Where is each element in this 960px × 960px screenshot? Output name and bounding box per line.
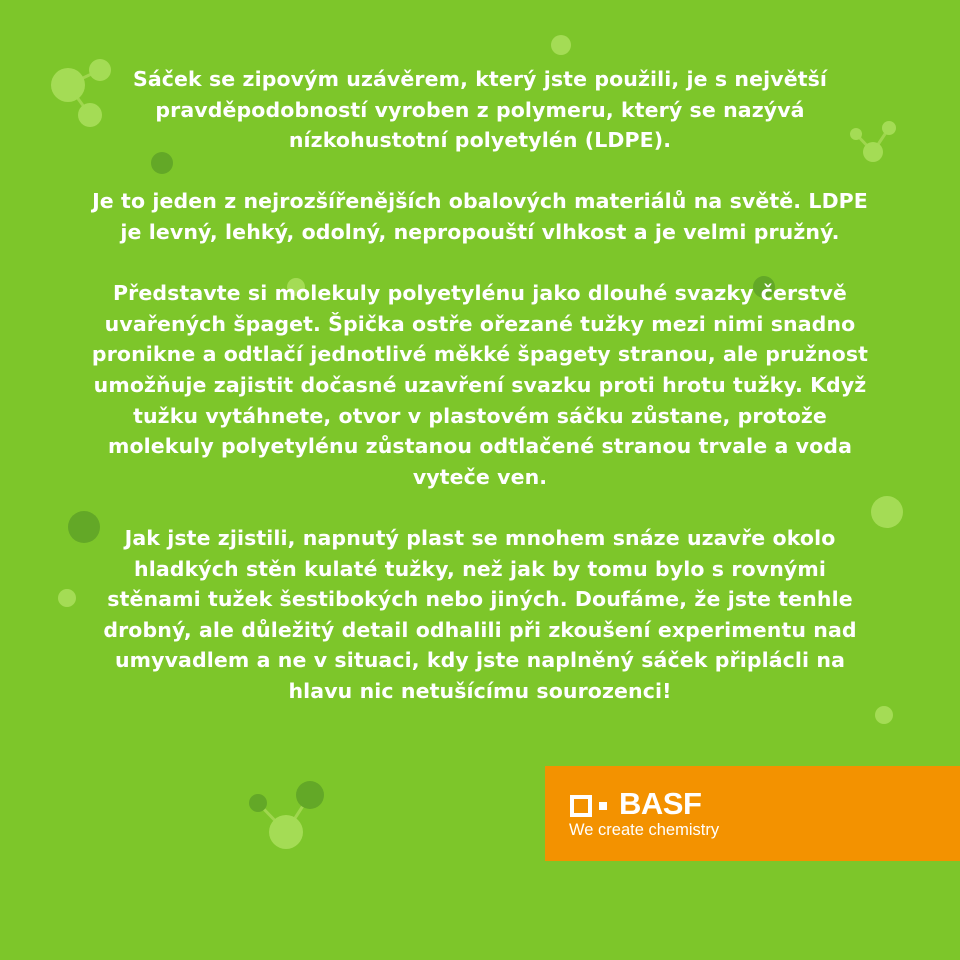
paragraph: Představte si molekuly polyetylénu jako dlouhé svazky čerstvě uvařených špaget. Špička ostře ořezané tužky mezi nimi snadno pronikne a odtlačí jednotlivé měkké špagety stranou, ale pružnost umožňuje zajistit dočasné uzavření svazku proti hrotu tužky. Když tužku vytáhnete, otvor v plastovém sáčku zůstane, protože molekuly polyetylénu zůstanou odtlačené stranou trvale a voda vyteče ven. — [91, 281, 869, 489]
article-text — [90, 64, 870, 706]
basf-logo-box — [545, 766, 960, 861]
basf-wordmark: BASF — [619, 786, 702, 821]
paragraph: Sáček se zipovým uzávěrem, který jste použili, je s největší pravděpodobností vyroben z polymeru, který se nazývá nízkohustotní polyetylén (LDPE). — [132, 67, 828, 153]
paragraph: Je to jeden z nejrozšířenějších obalových materiálů na světě. LDPE je levný, lehký, odolný, nepropouští vlhkost a je velmi pružný. — [92, 189, 868, 244]
basf-tagline: We create chemistry — [569, 821, 720, 839]
basf-logo-icon — [570, 795, 614, 817]
paragraph: Jak jste zjistili, napnutý plast se mnohem snáze uzavře okolo hladkých stěn kulaté tužky, než jak by tomu bylo s rovnými stěnami tužek šestibokých nebo jiných. Doufáme, že jste tenhle drobný, ale důležitý detail odhalili při zkoušení experimentu nad umyvadlem a ne v situaci, kdy jste naplněný sáček připlácli na hlavu nic netušícímu sourozenci! — [103, 525, 857, 703]
